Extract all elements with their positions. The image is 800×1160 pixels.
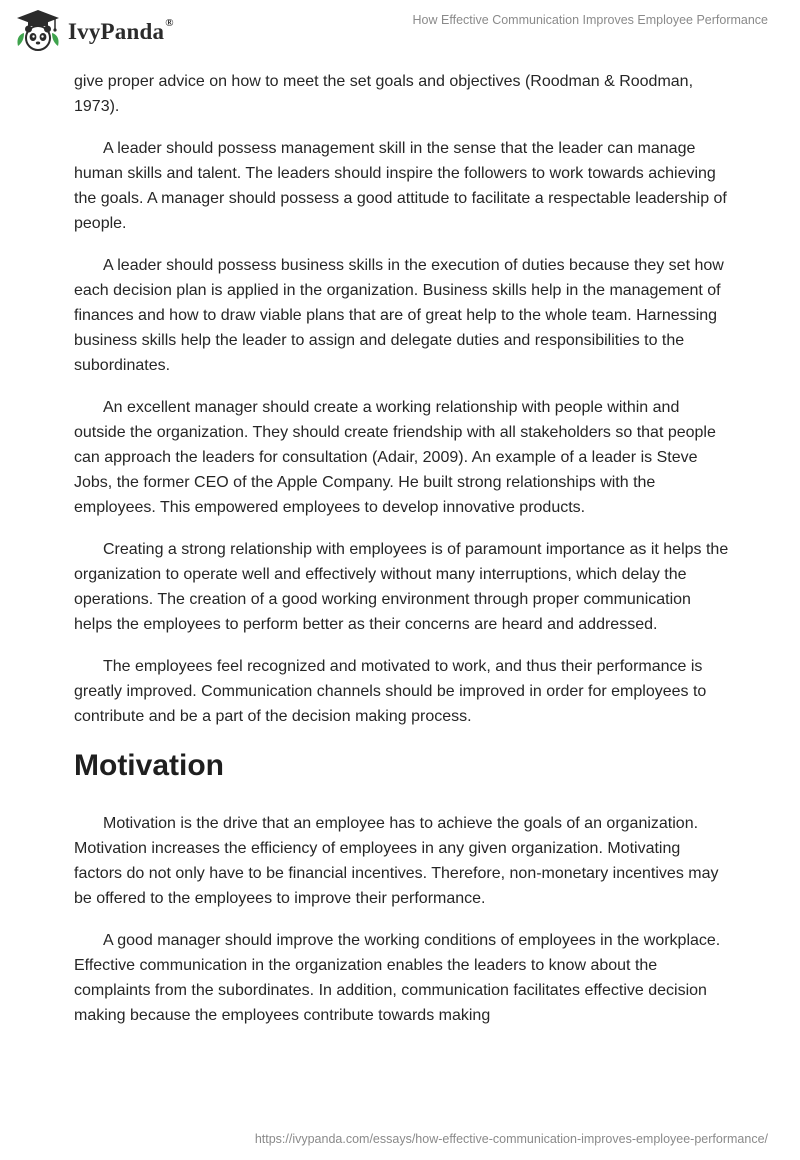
paragraph: A leader should possess business skills in the execution of duties because they set how each decision plan is applied in the organization. Business skills help in the management of finances and how to draw viable plans that are of great help to the whole team. Harnessing business skills help the leader to assign and delegate duties and responsibilities to the subordinates. (74, 257, 724, 374)
logo-wordmark: IvyPanda® (68, 16, 174, 44)
paragraph: An excellent manager should create a working relationship with people within and outside the organization. They should create friendship with all stakeholders so that people can approach the leaders for consultation (Adair, 2009). An example of a leader is Steve Jobs, the former CEO of the Apple Company. He built strong relationships with the employees. This empowered employees to develop innovative products. (74, 399, 716, 516)
paragraph: Motivation is the drive that an employee has to achieve the goals of an organization. Motivation increases the efficiency of employees in any given organization. Motivating factors do not only have to be financial incentives. Therefore, non-monetary incentives may be offered to the employees to improve their performance. (74, 815, 719, 907)
paragraph: A good manager should improve the working conditions of employees in the workplace. Effective communication in the organization enables the leaders to know about the complaints from the subordinates. In addition, communication facilitates effective decision making because the employees contribute towards making (74, 932, 721, 1024)
ivypanda-logo[interactable] (14, 8, 204, 54)
document-title: How Effective Communication Improves Employee Performance (412, 13, 768, 27)
essay-body (74, 69, 730, 1045)
paragraph: give proper advice on how to meet the set goals and objectives (Roodman & Roodman, 1973). (74, 73, 694, 115)
paragraph: Creating a strong relationship with employees is of paramount importance as it helps the organization to operate well and effectively without many interruptions, which delay the operations. The creation of a good working environment through proper communication helps the employees to perform better as their concerns are heard and addressed. (74, 541, 729, 633)
page-header (0, 0, 800, 62)
section-heading: Motivation (74, 749, 224, 782)
paragraph: A leader should possess management skill in the sense that the leader can manage human skills and talent. The leaders should inspire the followers to work towards achieving the goals. A manager should possess a good attitude to facilitate a respectable leadership of people. (74, 140, 727, 232)
registered-mark: ® (165, 16, 174, 29)
source-url[interactable]: https://ivypanda.com/essays/how-effective-communication-improves-employee-performance/ (254, 1132, 768, 1146)
panda-graduate-icon (14, 8, 62, 54)
paragraph: The employees feel recognized and motivated to work, and thus their performance is greatly improved. Communication channels should be improved in order for employees to contribute and be a part of the decision making process. (74, 658, 707, 725)
